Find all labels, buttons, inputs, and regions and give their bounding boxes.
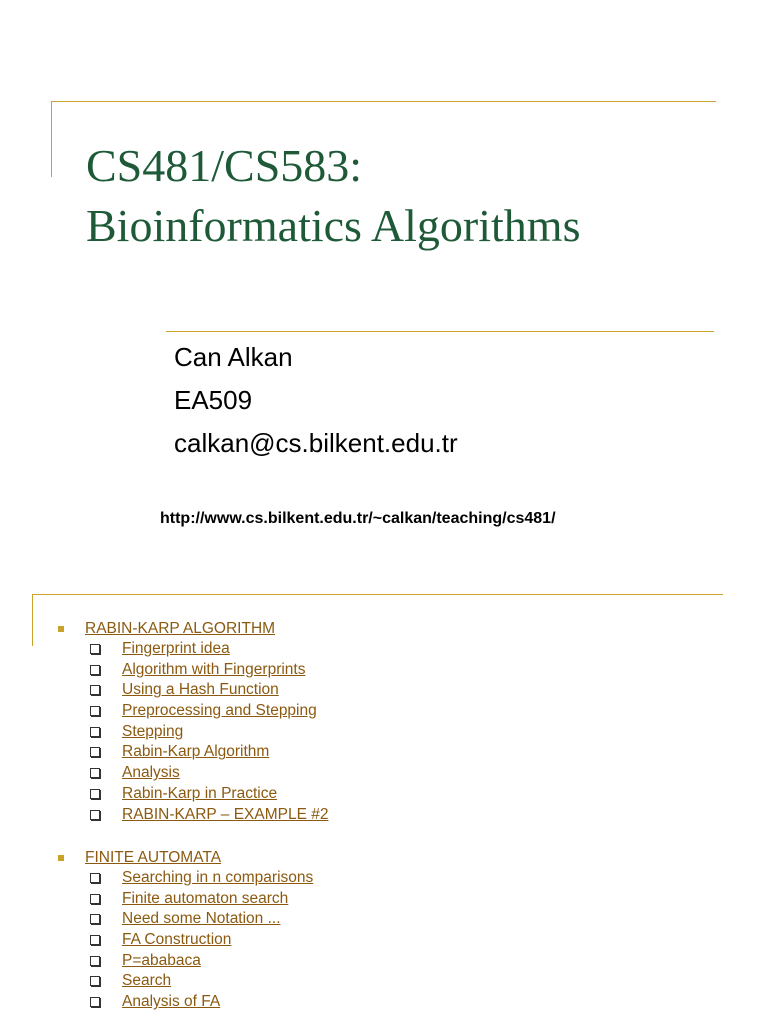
checkbox-bullet-icon xyxy=(90,956,100,966)
checkbox-bullet-icon xyxy=(90,727,100,737)
slide-top-rule xyxy=(51,101,716,102)
square-bullet-icon xyxy=(58,855,64,861)
toc-item xyxy=(58,680,328,701)
toc-item xyxy=(58,660,328,681)
toc-item xyxy=(58,971,313,992)
toc-item xyxy=(58,930,313,951)
toc-section-heading xyxy=(58,847,313,868)
toc-item-link[interactable]: Searching in n comparisons xyxy=(122,869,314,886)
toc-item-link[interactable]: Need some Notation ... xyxy=(122,910,281,928)
slide-title xyxy=(86,136,580,256)
toc-item-link[interactable]: P=ababaca xyxy=(122,951,201,969)
toc-item-link[interactable]: Algorithm with Fingerprints xyxy=(122,660,306,678)
toc-item xyxy=(58,722,328,743)
toc-item-link[interactable]: Preprocessing and Stepping xyxy=(122,702,317,720)
toc-item-link[interactable]: Analysis xyxy=(122,764,180,782)
course-url: http://www.cs.bilkent.edu.tr/~calkan/teaching/cs481/ xyxy=(160,510,556,527)
toc-section-link[interactable]: FINITE AUTOMATA xyxy=(85,849,222,866)
subtitle-rule xyxy=(166,331,714,332)
email-address: calkan@cs.bilkent.edu.tr xyxy=(174,428,458,458)
slide-left-rule xyxy=(51,101,52,177)
checkbox-bullet-icon xyxy=(90,935,100,945)
toc-item-link[interactable]: RABIN-KARP – EXAMPLE #2 xyxy=(122,805,329,823)
toc-item-link[interactable]: Fingerprint idea xyxy=(122,640,230,657)
checkbox-bullet-icon xyxy=(90,976,100,986)
toc-item-link[interactable]: Rabin-Karp Algorithm xyxy=(122,743,270,761)
toc-item xyxy=(58,992,313,1013)
checkbox-bullet-icon xyxy=(90,997,100,1007)
contact-block xyxy=(174,336,458,465)
toc-item xyxy=(58,889,313,910)
toc-item-link[interactable]: Using a Hash Function xyxy=(122,681,279,699)
toc-section-link[interactable]: RABIN-KARP ALGORITHM xyxy=(85,620,276,637)
toc-subitems xyxy=(58,639,328,825)
checkbox-bullet-icon xyxy=(90,873,100,883)
toc-subitems xyxy=(58,868,313,1013)
toc-item-link[interactable]: Finite automaton search xyxy=(122,889,289,907)
toc-item-link[interactable]: Rabin-Karp in Practice xyxy=(122,784,278,802)
toc-item-link[interactable]: FA Construction xyxy=(122,931,232,949)
toc-item xyxy=(58,868,313,889)
title-line-1: CS481/CS583: xyxy=(86,140,363,191)
toc-item xyxy=(58,909,313,930)
office-room: EA509 xyxy=(174,385,253,415)
toc-item xyxy=(58,784,328,805)
toc-item xyxy=(58,951,313,972)
checkbox-bullet-icon xyxy=(90,706,100,716)
toc-item xyxy=(58,763,328,784)
toc-section xyxy=(58,847,313,1013)
checkbox-bullet-icon xyxy=(90,914,100,924)
toc-item-link[interactable]: Analysis of FA xyxy=(122,993,221,1011)
toc-section-heading xyxy=(58,618,328,639)
toc-item xyxy=(58,701,328,722)
title-line-2: Bioinformatics Algorithms xyxy=(86,200,581,251)
checkbox-bullet-icon xyxy=(90,747,100,757)
instructor-name: Can Alkan xyxy=(174,342,293,372)
checkbox-bullet-icon xyxy=(90,789,100,799)
toc-item xyxy=(58,742,328,763)
toc-item xyxy=(58,639,328,660)
checkbox-bullet-icon xyxy=(90,665,100,675)
toc-item xyxy=(58,805,328,826)
toc-item-link[interactable]: Stepping xyxy=(122,722,184,740)
toc-section-rabin-karp xyxy=(58,618,328,825)
checkbox-bullet-icon xyxy=(90,810,100,820)
checkbox-bullet-icon xyxy=(90,644,100,654)
toc-left-rule xyxy=(32,594,33,646)
toc-top-rule xyxy=(32,594,723,595)
checkbox-bullet-icon xyxy=(90,685,100,695)
checkbox-bullet-icon xyxy=(90,894,100,904)
checkbox-bullet-icon xyxy=(90,768,100,778)
toc-item-link[interactable]: Search xyxy=(122,972,172,990)
toc-section-finite-automata xyxy=(58,847,313,1013)
square-bullet-icon xyxy=(58,626,64,632)
toc-section xyxy=(58,618,328,825)
